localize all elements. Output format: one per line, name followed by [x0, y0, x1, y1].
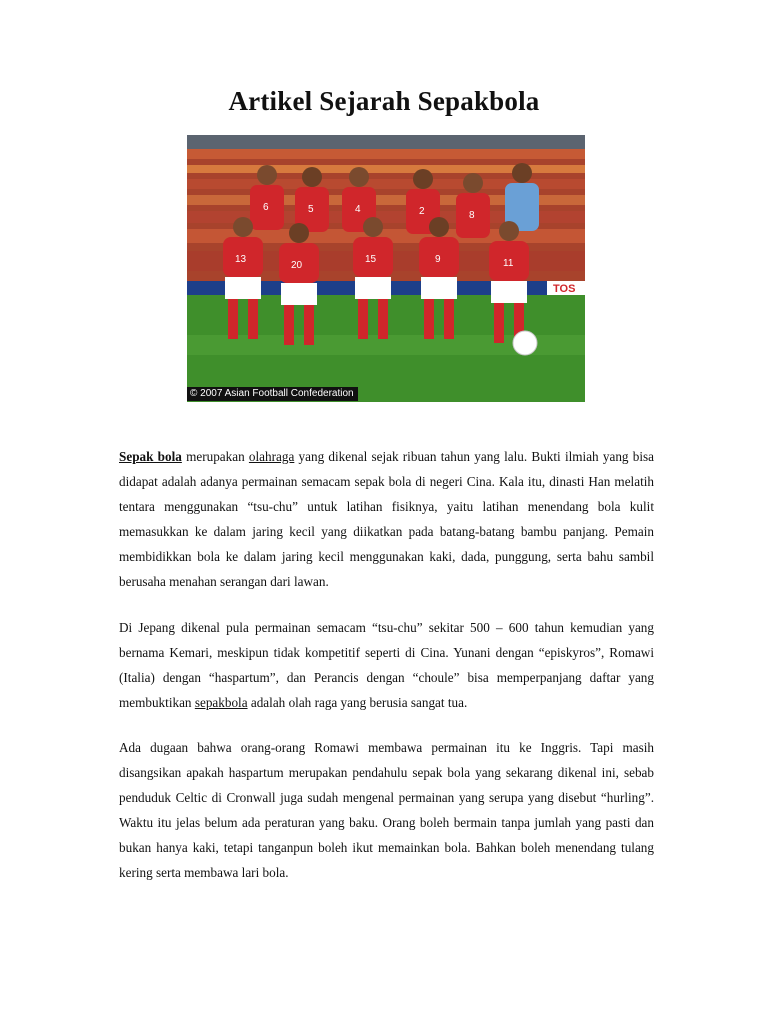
- jersey-number: 15: [365, 254, 377, 265]
- paragraph-1-text-a: merupakan: [181, 449, 249, 464]
- paragraph-2-text-a: Di Jepang dikenal pula permainan semacam “tsu-chu” sekitar 500 – 600 tahun kemudian yang bernama Kemari, meskipun tidak kompetitif seperti di Cina. Yunani dengan “episkyros”, Romawi (Italia) dengan “haspartum”, dan Perancis dengan “choule” bisa memperpanjang daftar yang membuktikan: [119, 619, 654, 710]
- jersey-number: 9: [435, 254, 441, 265]
- team-photo-illustration: [187, 135, 585, 402]
- jersey-number: 11: [503, 258, 514, 269]
- paragraph-2-text-b: adalah olah raga yang berusia sangat tua.: [247, 694, 468, 710]
- paragraph-1: [119, 444, 654, 595]
- article-body: [119, 444, 654, 906]
- paragraph-3: Ada dugaan bahwa orang-orang Romawi membawa permainan itu ke Inggris. Tapi masih disangsikan apakah haspartum merupakan pendahulu sepak bola yang sekarang dikenal ini, sebab penduduk Celtic di Cronwall juga sudah mengenal permainan yang serupa yang disebut “hurling”. Waktu itu jelas belum ada peraturan yang baku. Orang boleh bermain tanpa jumlah yang pasti dan bukan hanya kaki, tetapi tanganpun boleh ikut memainkan bola. Bahkan boleh menendang tulang kering serta membawa lari bola.: [119, 739, 654, 881]
- jersey-number: 2: [419, 206, 425, 217]
- photo-caption: © 2007 Asian Football Confederation: [187, 387, 358, 401]
- jersey-number: 4: [355, 204, 361, 215]
- jersey-number: 5: [308, 204, 314, 215]
- jersey-number: 8: [469, 210, 475, 221]
- jersey-number: 20: [291, 260, 303, 271]
- term-sepak-bola: Sepak bola: [119, 449, 182, 464]
- sponsor-text: TOS: [553, 283, 576, 295]
- ball-icon: [513, 331, 537, 355]
- page-title: Artikel Sejarah Sepakbola: [228, 86, 540, 116]
- paragraph-2: [119, 615, 654, 715]
- jersey-number: 13: [235, 254, 247, 265]
- link-olahraga[interactable]: olahraga: [248, 449, 295, 464]
- paragraph-1-text-b: yang dikenal sejak ribuan tahun yang lalu. Bukti ilmiah yang bisa didapat adalah adanya permainan semacam sepak bola di negeri Cina. Kala itu, dinasti Han melatih tentara menggunakan “tsu-chu” untuk latihan fisiknya, yaitu latihan menendang bola kulit memasukkan ke dalam jaring kecil yang diikatkan pada batang-batang bambu panjang. Pemain membidikkan bola ke dalam jaring kecil menggunakan kaki, dada, punggung, serta bahu sambil berusaha menahan serangan dari lawan.: [119, 449, 654, 590]
- team-photo: [187, 135, 585, 402]
- jersey-number: 6: [263, 202, 269, 213]
- stadium-roof: [187, 135, 585, 149]
- link-sepakbola[interactable]: sepakbola: [194, 694, 248, 710]
